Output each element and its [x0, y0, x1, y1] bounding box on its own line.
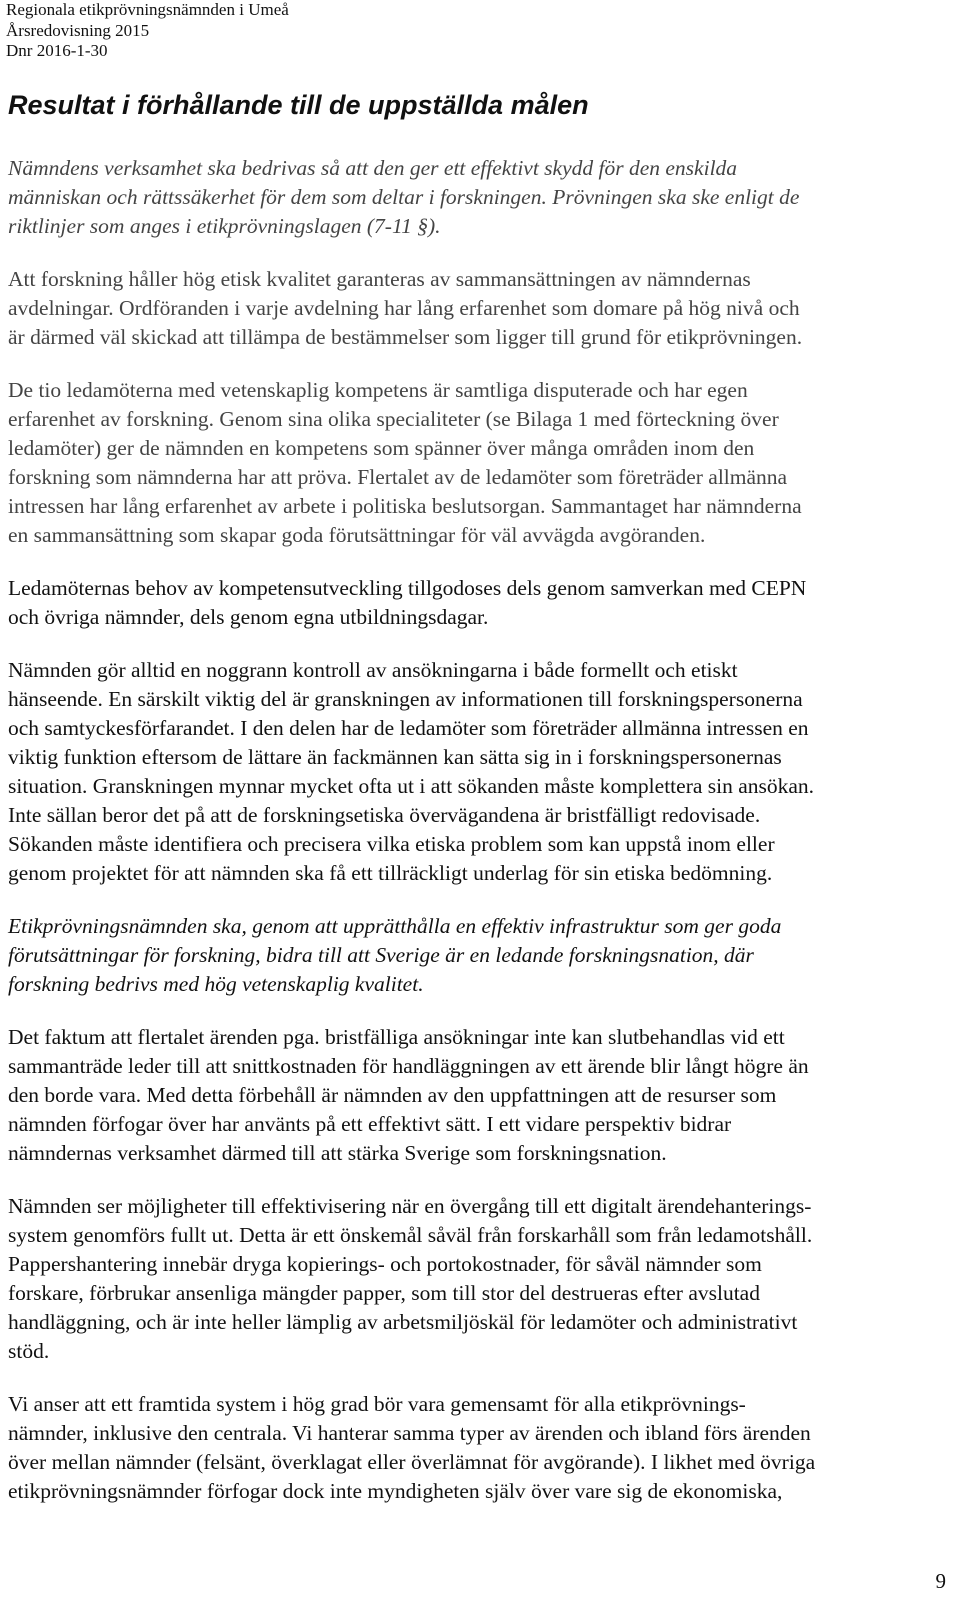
document-body: [8, 154, 954, 1530]
paragraph-costs: Det faktum att flertalet ärenden pga. bristfälliga ansökningar inte kan slutbehandlas vid ett sammanträde leder till att snittkostnaden för handläggningen av ett ärende blir långt högre än den borde vara. Med detta förbehåll är nämnden av den uppfattningen att de resurser som nämnden förfogar över har använts på ett effektivt sätt. I ett vidare perspektiv bidrar nämndernas verksamhet därmed till att stärka Sverige som forskningsnation.: [8, 1025, 809, 1165]
paragraph-review: Nämnden gör alltid en noggrann kontroll av ansökningarna i både formellt och etiskt hänseende. En särskilt viktig del är granskningen av informationen till forskningspersonerna och samtyckesförfarandet. I den delen har de ledamöter som företräder allmänna intressen en viktig funktion eftersom de lättare än fackmännen kan sätta sig in i forskningspersonernas situation. Granskningen mynnar mycket ofta ut i att sökanden måste komplettera sin ansökan. Inte sällan beror det på att de forskningsetiska övervägandena är bristfälligt redovisade. Sökanden måste identifiera och precisera vilka etiska problem som kan uppstå inom eller genom projektet för att nämnden ska få ett tillräckligt underlag för sin etiska bedömning.: [8, 658, 815, 885]
paragraph-members: De tio ledamöterna med vetenskaplig kompetens är samtliga disputerade och har egen erfarenhet av forskning. Genom sina olika specialiteter (se Bilaga 1 med förteckning över ledamöter) ger de nämnden en kompetens som spänner över många områden inom den forskning som nämnderna har att pröva. Flertalet av de ledamöter som företräder allmänna intressen har lång erfarenhet av arbete i politiska beslutsorgan. Sammantaget har nämnderna en sammansättning som skapar goda förutsättningar för väl avvägda avgöranden.: [8, 378, 802, 547]
header-report-title: Årsredovisning 2015: [6, 20, 150, 40]
paragraph-common-system: Vi anser att ett framtida system i hög grad bör vara gemensamt för alla etikprövnings- nämnder, inklusive den centrala. Vi hanterar samma typer av ärenden och ibland förs ärenden över mellan nämnder (felsänt, överklagat eller överlämnat för avgörande). I likhet med övriga etikprövningsnämnder förfogar dock inte myndigheten själv över vare sig de ekonomiska,: [8, 1392, 816, 1503]
section-title: Resultat i förhållande till de uppställda målen: [8, 90, 589, 120]
paragraph-goal: Etikprövningsnämnden ska, genom att upprätthålla en effektiv infrastruktur som ger goda förutsättningar för forskning, bidra till att Sverige är en ledande forskningsnation, där forskning bedrivs med hög vetenskaplig kvalitet.: [8, 914, 782, 996]
paragraph-competence: Ledamöternas behov av kompetensutveckling tillgodoses dels genom samverkan med CEPN och övriga nämnder, dels genom egna utbildningsdagar.: [8, 576, 807, 629]
paragraph-purpose: Nämndens verksamhet ska bedrivas så att den ger ett effektivt skydd för den enskilda människan och rättssäkerhet för dem som deltar i forskningen. Prövningen ska ske enligt de riktlinjer som anges i etikprövningslagen (7-11 §).: [8, 156, 800, 238]
document-header: [6, 0, 289, 62]
header-reference-number: Dnr 2016-1-30: [6, 41, 108, 60]
header-organization: Regionala etikprövningsnämnden i Umeå: [6, 0, 289, 19]
page-number: 9: [935, 1569, 946, 1593]
paragraph-quality: Att forskning håller hög etisk kvalitet garanteras av sammansättningen av nämndernas avdelningar. Ordföranden i varje avdelning har lång erfarenhet som domare på hög nivå och är därmed väl skickad att tillämpa de bestämmelser som ligger till grund för etikprövningen.: [8, 267, 803, 349]
paragraph-digitalization: Nämnden ser möjligheter till effektivisering när en övergång till ett digitalt ärendehanterings- system genomförs fullt ut. Detta är ett önskemål såväl från forskarhåll som från ledamotshåll. Pappershantering innebär dryga kopierings- och portokostnader, för såväl nämnder som forskare, förbrukar ansenliga mängder papper, som till stor del destrueras efter avslutad handläggning, och är inte heller lämplig av arbetsmiljöskäl för ledamöter och administrativt stöd.: [8, 1194, 813, 1363]
